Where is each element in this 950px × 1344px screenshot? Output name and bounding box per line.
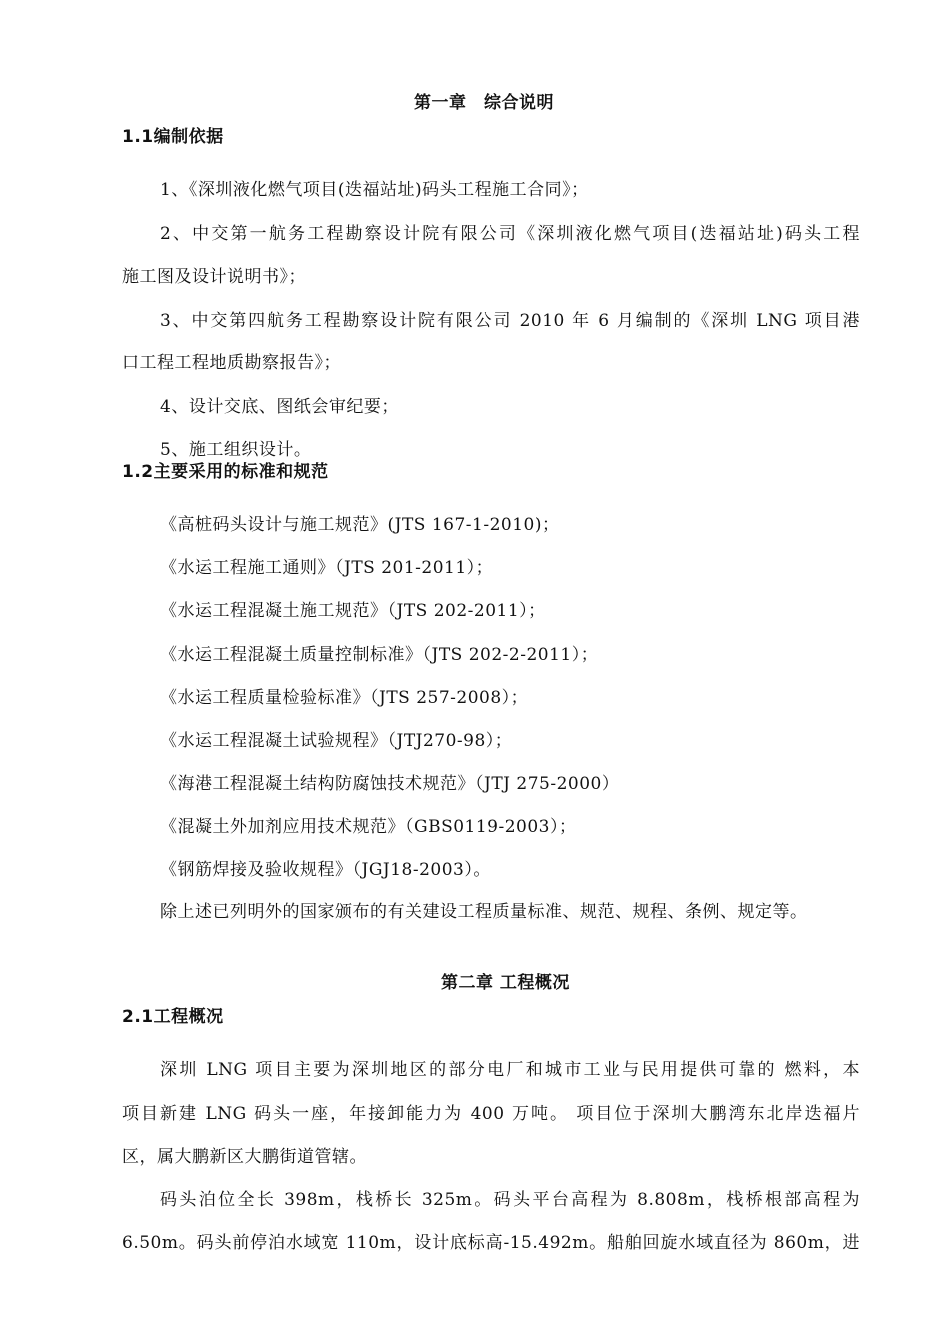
section-1-1-heading: 1.1编制依据: [122, 127, 224, 147]
standard-item: 《水运工程混凝土试验规程》（JTJ270-98）；: [160, 731, 513, 751]
standard-item: 《高桩码头设计与施工规范》(JTS 167-1-2010)；: [160, 515, 560, 535]
chapter-1-title: 第一章 综合说明: [414, 93, 554, 113]
standard-item: 《钢筋焊接及验收规程》（JGJ18-2003）。: [160, 860, 491, 880]
basis-item-1: 1、《深圳液化燃气项目(迭福站址)码头工程施工合同》；: [160, 180, 589, 200]
overview-paragraph-2-line-2: 6.50m。码头前停泊水域宽 110m，设计底标高-15.492m。船舶回旋水域直径为 860m，进: [122, 1233, 860, 1253]
basis-item-5: 5、施工组织设计。: [160, 440, 312, 460]
standard-item: 《水运工程施工通则》（JTS 201-2011）；: [160, 558, 494, 578]
section-1-2-heading: 1.2主要采用的标准和规范: [122, 462, 329, 482]
basis-item-3-line-1: 3、中交第四航务工程勘察设计院有限公司 2010 年 6 月编制的《深圳 LNG 项目港: [160, 311, 860, 331]
standard-item: 《海港工程混凝土结构防腐蚀技术规范》（JTJ 275-2000）: [160, 774, 620, 794]
overview-paragraph-1-line-2: 项目新建 LNG 码头一座，年接卸能力为 400 万吨。 项目位于深圳大鹏湾东北岸迭福片: [122, 1104, 860, 1124]
overview-paragraph-1-line-1: 深圳 LNG 项目主要为深圳地区的部分电厂和城市工业与民用提供可靠的 燃料，本: [160, 1060, 860, 1080]
standard-item: 《水运工程混凝土施工规范》（JTS 202-2011）；: [160, 601, 546, 621]
basis-item-2-line-1: 2、中交第一航务工程勘察设计院有限公司《深圳液化燃气项目(迭福站址)码头工程: [160, 224, 860, 244]
basis-item-3-line-2: 口工程工程地质勘察报告》；: [122, 353, 341, 373]
basis-item-2-line-2: 施工图及设计说明书》；: [122, 267, 306, 287]
standard-item: 《混凝土外加剂应用技术规范》（GBS0119-2003）；: [160, 817, 577, 837]
basis-item-4: 4、设计交底、图纸会审纪要；: [160, 397, 399, 417]
overview-paragraph-1-line-3: 区，属大鹏新区大鹏街道管辖。: [122, 1147, 367, 1167]
chapter-2-title: 第二章 工程概况: [441, 973, 570, 993]
standard-item: 《水运工程质量检验标准》（JTS 257-2008）；: [160, 688, 529, 708]
section-2-1-heading: 2.1工程概况: [122, 1007, 224, 1027]
overview-paragraph-2-line-1: 码头泊位全长 398m，栈桥长 325m。码头平台高程为 8.808m，栈桥根部高程为: [160, 1190, 860, 1210]
standards-closing-text: 除上述已列明外的国家颁布的有关建设工程质量标准、规范、规程、条例、规定等。: [160, 902, 808, 922]
standard-item: 《水运工程混凝土质量控制标准》（JTS 202-2-2011）；: [160, 645, 599, 665]
